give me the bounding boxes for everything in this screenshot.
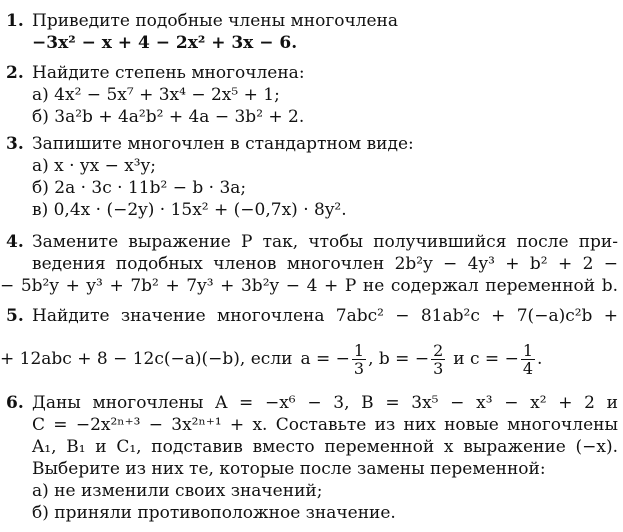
problem-text-line-2 [0,341,618,377]
problem-text: Найдите степень многочлена: [32,63,305,83]
problem-text-line-1: Замените выражение P так, чтобы получившийся после при- [32,232,618,252]
fraction-a [352,342,366,377]
problem-item-c: в) 0,4x · (−2y) · 15x² + (−0,7x) · 8y². [32,200,347,220]
problem-text: Приведите подобные члены многочлена [32,11,399,31]
fraction-numerator: 2 [433,340,444,360]
var-b-label: , b = − [368,349,430,369]
fraction-b [431,342,445,377]
problem-number: 5. [6,306,24,326]
var-a-label: a = − [300,349,350,369]
expression-part: + 12abc + 8 − 12c(−a)(−b), если [0,349,293,369]
fraction-denominator: 3 [433,358,444,378]
problem-number: 1. [6,11,24,31]
problem-number: 4. [6,232,24,252]
problem-text-line-1: Даны многочлены A = −x⁶ − 3, B = 3x⁵ − x³ − x² + 2 и [32,393,618,413]
fraction-numerator: 1 [353,340,365,360]
problem-text-line-4: Выберите из них те, которые после замены переменной: [32,459,546,479]
fraction-denominator: 3 [353,358,365,378]
problem-number: 2. [6,63,24,83]
problem-text-line-3: A₁, B₁ и C₁, подставив вместо переменной x выражение (−x). [32,437,618,457]
problem-text-line-1: Найдите значение многочлена 7abc² − 81ab²c + 7(−a)c²b + [32,306,618,326]
fraction-denominator: 4 [522,358,534,378]
fraction-c [521,342,535,377]
problem-item-b: б) 2a · 3c · 11b² − b · 3a; [32,178,247,198]
var-c-label: и c = − [453,349,519,369]
problem-text-line-2: C = −2x²ⁿ⁺³ − 3x²ⁿ⁺¹ + x. Составьте из них новые многочлены [32,415,618,435]
problem-item-a: а) 4x² − 5x⁷ + 3x⁴ − 2x⁵ + 1; [32,85,280,105]
problem-number: 6. [6,393,24,413]
problem-item-a: а) не изменили своих значений; [32,481,323,501]
problem-item-a: а) x · yx − x³y; [32,156,156,176]
problem-item-b: б) 3a²b + 4a²b² + 4a − 3b² + 2. [32,107,305,127]
problem-text-line-2: ведения подобных членов многочлен 2b²y − 4y³ + b² + 2 − [32,254,618,274]
final-period: . [537,349,543,369]
problem-text: Запишите многочлен в стандартном виде: [32,134,414,154]
problem-expression: −3x² − x + 4 − 2x² + 3x − 6. [32,33,298,53]
problem-text-line-3: − 5b²y + y³ + 7b² + 7y³ + 3b²y − 4 + P не содержал переменной b. [0,276,618,296]
problem-item-b: б) приняли противоположное значение. [32,503,396,523]
fraction-numerator: 1 [522,340,534,360]
problem-number: 3. [6,134,24,154]
